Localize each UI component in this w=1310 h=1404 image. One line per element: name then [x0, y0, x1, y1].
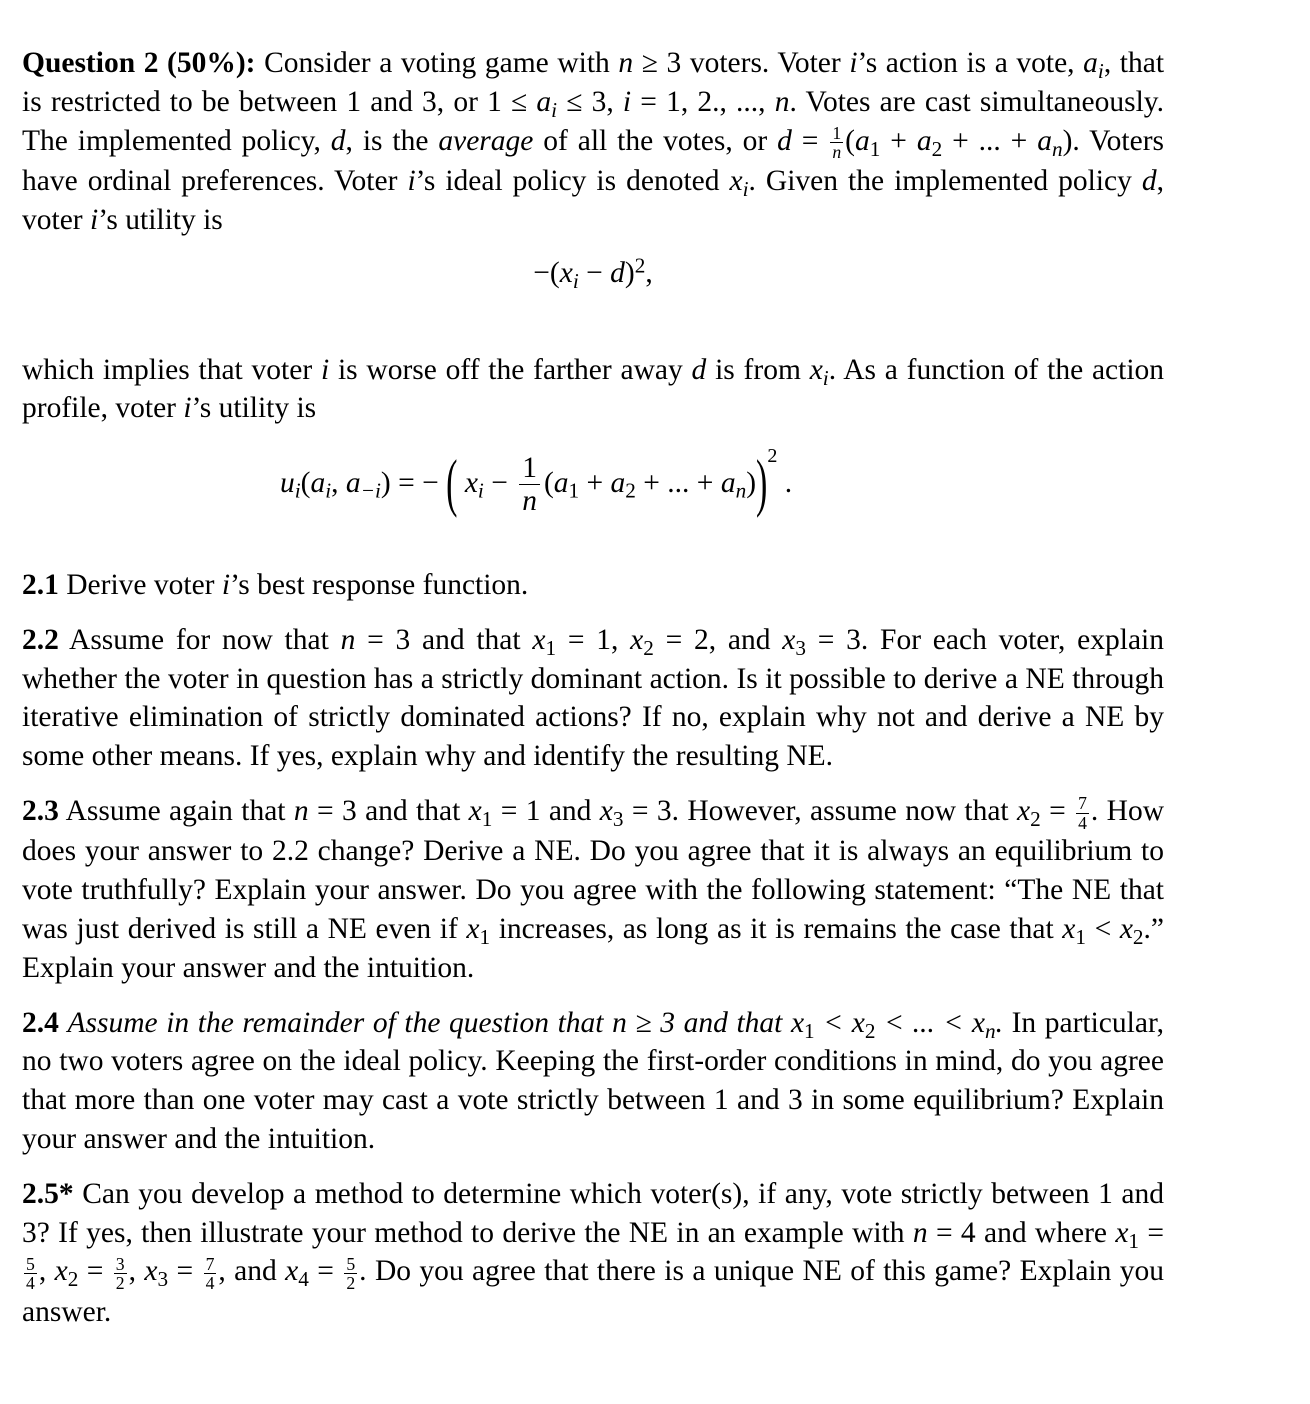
question-continuation: which implies that voter i is worse off the farther away d is from $x_i$. As a function of the action profile, voter i’s utility is	[22, 353, 1165, 425]
item-2-4: 2.4 Assume in the remainder of the question that n ≥ 3 and that $x_1 < x_2$ < ... < $x_n$. In particular, no two voters agree on the ideal policy. Keeping the first-order conditions in mind, do you agree that more than one voter may cast a vote strictly between 1 and 3 in some equilibrium? Explain your answer and the intuition.	[22, 1006, 1164, 1155]
utility-equation: $-(x_i - d)^2$,	[533, 252, 653, 293]
item-2-2: 2.2 Assume for now that n = 3 and that $x_1 = 1$, $x_2 = 2$, and $x_3 = 3$. For each voter, explain whether the voter in question has a strictly dominant action. Is it possible to derive a NE through iterative elimination of strictly dominated actions? If no, explain why not and derive a NE by some other means. If yes, explain why and identify the resulting NE.	[22, 623, 1164, 773]
utility-profile-equation: $u_i(a_i$, $a_{-i}$) = − ( $x_i$ − $\frac{1}{n}$ ($a_1 + a_2$ + ... + $a_n))^2$ .	[280, 444, 793, 520]
question-document	[22, 44, 1164, 1331]
item-2-1: 2.1 Derive voter i’s best response function.	[22, 569, 529, 602]
question-heading: Question 2 (50%):	[22, 47, 256, 79]
item-2-5: 2.5* Can you develop a method to determine which voter(s), if any, vote strictly between 1 and 3? If yes, then illustrate your method to derive the NE in an example with n = 4 and where $x_1$ = $\frac{5}{4}$ , $x_2$ = $\frac{3}{2}$ , $x_3$ = $\frac{7}{4}$ , and $x_4$ = $\frac{5}{2}$ . Do you agree that there is a unique NE of this game? Explain you answer.	[22, 1177, 1165, 1328]
question-intro: Question 2 (50%): Consider a voting game with n ≥ 3 voters. Voter i’s action is a vote, $a_i$, that is restricted to be between 1 and 3, or $1 \le a_i \le 3$, i = 1, 2., ..., n. Votes are cast simultaneously. The implemented policy, d, is the average of all the votes, or d = $\frac{1}{n}$ ($a_1 + a_2$ + ... + $a_n$). Voters have ordinal preferences. Voter i’s ideal policy is denoted $x_i$. Given the implemented policy d, voter i’s utility is	[22, 47, 1165, 236]
item-2-3: 2.3 Assume again that n = 3 and that $x_1 = 1$ and $x_3 = 3$. However, assume now that $x_2$ = $\frac{7}{4}$ . How does your answer to 2.2 change? Derive a NE. Do you agree that it is always an equilibrium to vote truthfully? Explain your answer. Do you agree with the following statement: “The NE that was just derived is still a NE even if $x_1$ increases, as long as it is remains the case that $x_1 < x_2$.” Explain your answer and the intuition.	[22, 793, 1165, 984]
